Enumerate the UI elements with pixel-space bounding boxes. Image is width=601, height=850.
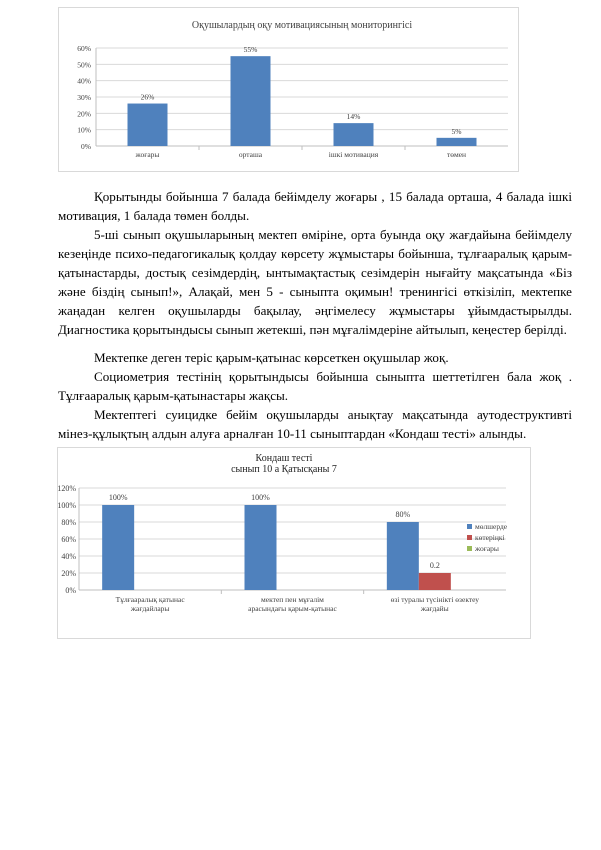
x-tick-label: жағдайлары <box>130 604 170 613</box>
x-tick-label: орташа <box>238 150 263 159</box>
x-tick-label: арасындағы қарым-қатынас <box>248 604 337 613</box>
legend-swatch <box>467 546 472 551</box>
x-tick-label: ішкі мотивация <box>328 150 379 159</box>
legend-swatch <box>467 524 472 529</box>
x-tick-label: жоғары <box>135 150 160 159</box>
y-tick-label: 100% <box>58 501 76 510</box>
y-tick-label: 50% <box>77 60 91 70</box>
y-tick-label: 60% <box>77 44 91 53</box>
motivation-chart <box>58 7 519 172</box>
y-tick-label: 40% <box>77 76 91 86</box>
legend-label: мөлшерде <box>475 522 508 531</box>
data-label: 55% <box>243 45 258 55</box>
data-label: 80% <box>395 510 411 519</box>
chart-subtitle: сынып 10 а Қатысқаны 7 <box>231 464 337 475</box>
y-tick-label: 80% <box>61 518 76 527</box>
legend-label: көтеріңкі <box>475 533 505 542</box>
x-tick-label: жағдайы <box>420 604 449 613</box>
legend-label: жоғары <box>475 544 499 553</box>
paragraph-kondash: Мектептегі суицидке бейім оқушыларды анықтау мақсатында аутодеструктивті мінез-құлықтың алдын алуға арналған 10-11 сыныптардан «Кондаш тесті» алынды. <box>58 407 572 441</box>
paragraph-sociometry: Социометрия тестінің қорытындысы бойынша сыныпта шеттетілген бала жоқ . Тұлғааралық қарым-қатынастары жақсы. <box>58 369 572 403</box>
y-tick-label: 20% <box>61 569 76 578</box>
bar <box>387 522 419 590</box>
x-tick-label: өзі туралы түсінікті өзектеу <box>390 595 480 604</box>
y-tick-label: 0% <box>65 586 76 595</box>
x-tick-label: Тұлғааралық қатынас <box>115 595 185 604</box>
y-tick-label: 20% <box>77 109 91 119</box>
bar <box>102 505 134 590</box>
bar <box>419 573 451 590</box>
y-tick-label: 30% <box>77 93 91 102</box>
text-block-1 <box>58 187 572 339</box>
legend-swatch <box>467 535 472 540</box>
bar <box>437 138 477 146</box>
paragraph-results: Қорытынды бойынша 7 балада бейімделу жоғары , 15 балада орташа, 4 балада ішкі мотивация, 1 балада төмен болды. <box>58 189 572 223</box>
text-block-2 <box>58 348 572 443</box>
y-tick-label: 40% <box>61 552 76 561</box>
bar <box>128 104 168 146</box>
x-tick-label: төмен <box>446 150 467 159</box>
data-label: 26% <box>140 92 155 102</box>
x-tick-label: мектеп пен мұғалім <box>261 595 324 604</box>
bar <box>334 123 374 146</box>
y-tick-label: 120% <box>58 484 76 493</box>
chart-title: Кондаш тесті <box>255 453 313 464</box>
motivation-chart-svg <box>59 8 518 171</box>
bar <box>231 56 271 146</box>
paragraph-adaptation: 5-ші сынып оқушыларының мектеп өміріне, орта буында оқу жағдайына бейімделу кезеңінде психо-педагогикалық қолдау көрсету жұмыстары бойынша, тұлғааралық қарым-қатынастарды, достық сезімдердің, ынтымақтастық сезімдерін нығайту мақсатында «Біз және біздің сынып!», Алақай, мен 5 - сыныпта оқимын! тренингісі өткізіліп, мектепке жаңадан келген оқушыларды бақылау, әңгімелесу жұмыстары ұйымдастырылды. Диагностика қорытындысы сынып жетекші, пән мұғалімдеріне айтылып, кеңестер берілді. <box>58 227 572 337</box>
y-tick-label: 10% <box>77 125 91 135</box>
bar <box>245 505 277 590</box>
kondash-chart <box>57 447 531 639</box>
data-label: 14% <box>346 112 361 122</box>
paragraph-attitude: Мектепке деген теріс қарым-қатынас көрсеткен оқушылар жоқ. <box>94 350 449 365</box>
data-label: 0.2 <box>429 561 440 570</box>
chart-title: Оқушылардың оқу мотивациясының мониторингісі <box>191 20 413 31</box>
y-tick-label: 0% <box>81 142 91 151</box>
kondash-chart-svg <box>58 448 530 638</box>
data-label: 100% <box>251 493 270 502</box>
data-label: 5% <box>451 126 462 136</box>
data-label: 100% <box>108 493 128 502</box>
y-tick-label: 60% <box>61 535 76 544</box>
